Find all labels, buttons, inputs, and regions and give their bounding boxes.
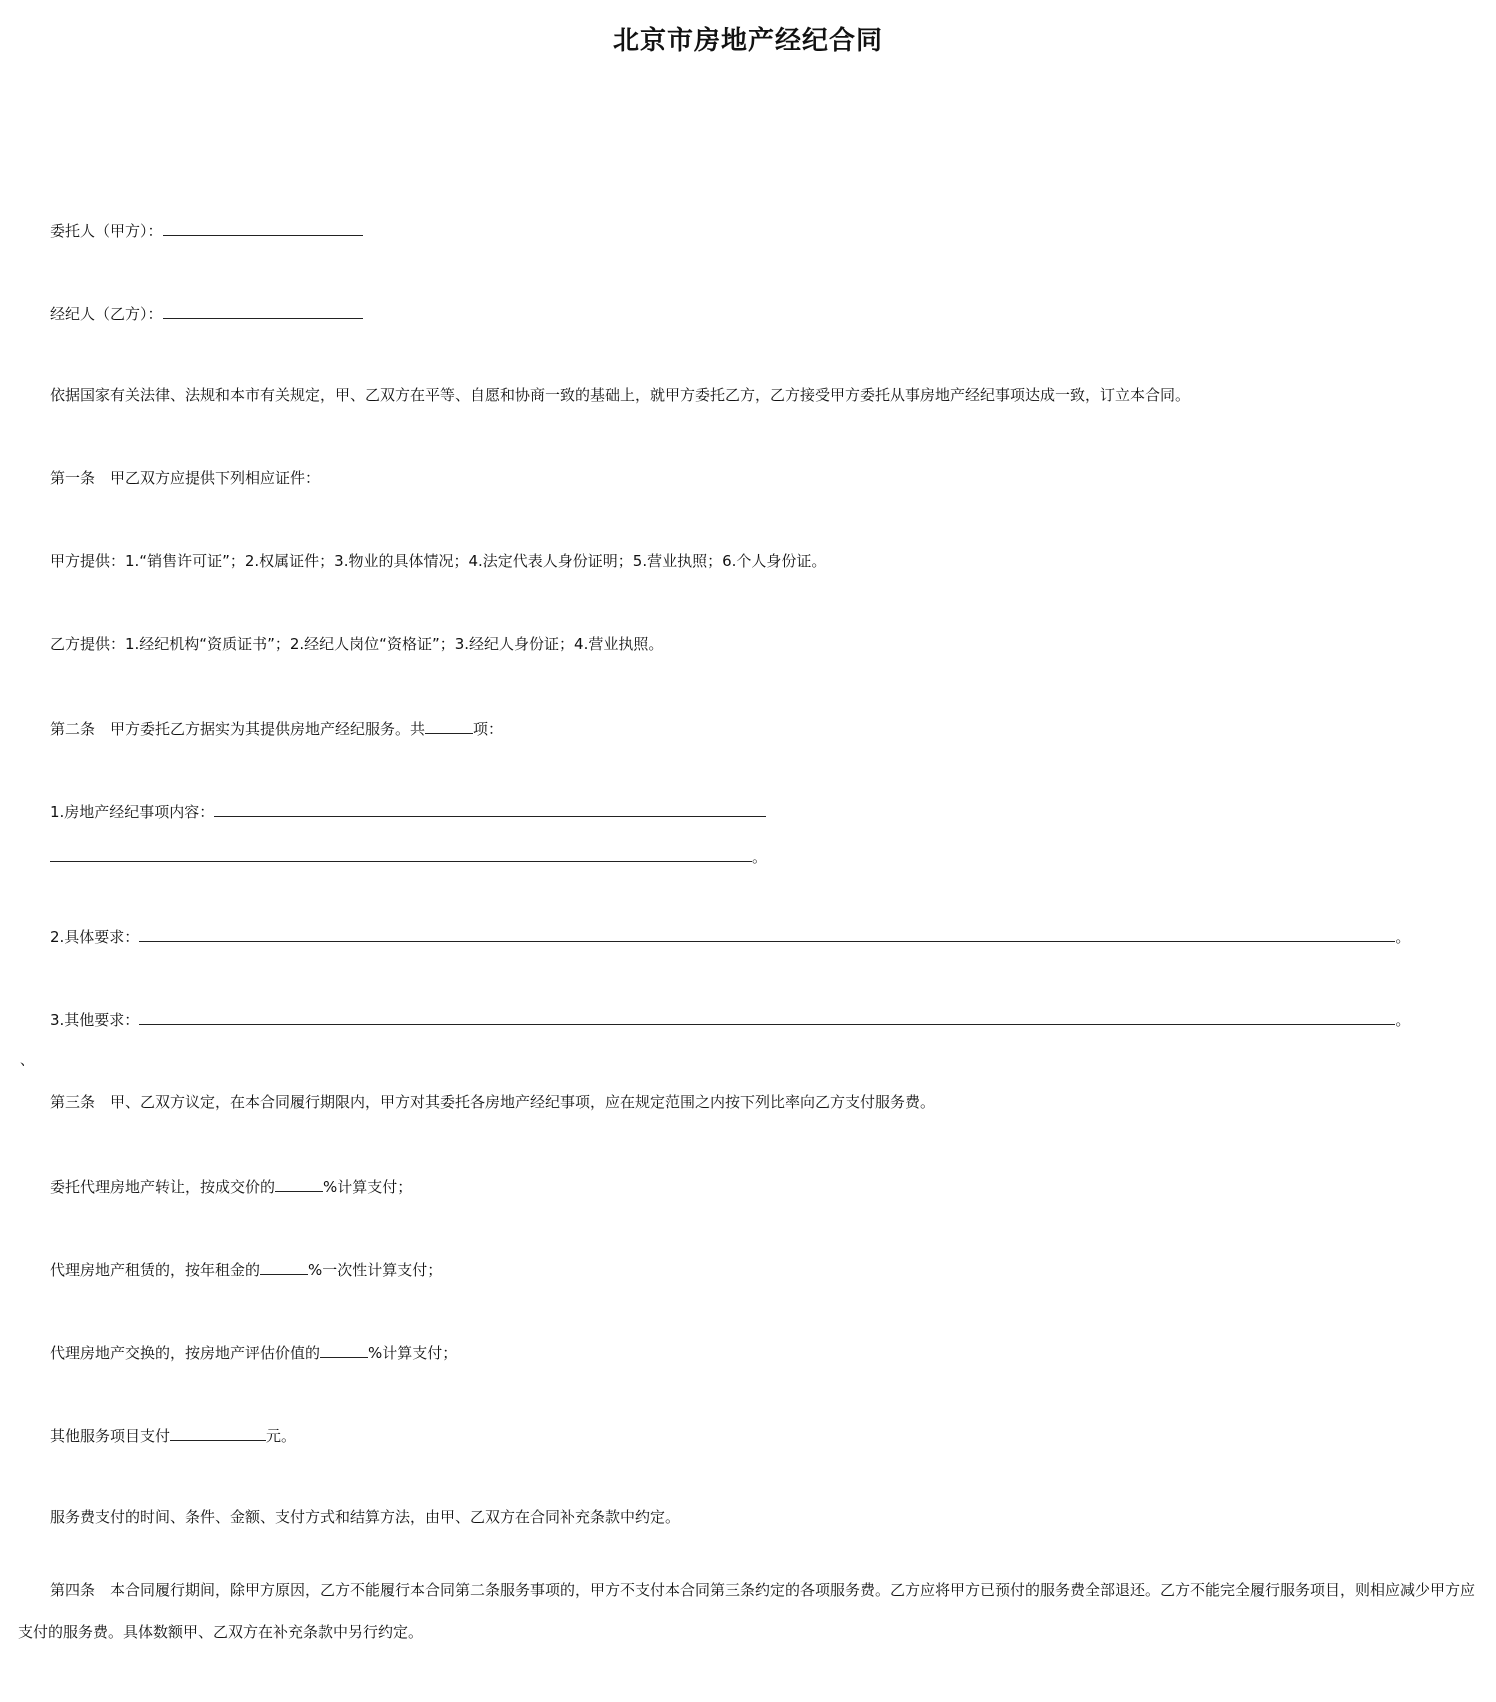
article3-payment-terms: 服务费支付的时间、条件、金额、支付方式和结算方法，由甲、乙双方在合同补充条款中约定。 <box>50 1508 681 1526</box>
item1-end: 。 <box>752 848 768 866</box>
other-service-amount-field[interactable] <box>170 1424 266 1441</box>
agent-line <box>50 302 363 324</box>
item1-content-field[interactable] <box>214 800 766 817</box>
preamble: 依据国家有关法律、法规和本市有关规定，甲、乙双方在平等、自愿和协商一致的基础上，就甲方委托乙方，乙方接受甲方委托从事房地产经纪事项达成一致，订立本合同。 <box>50 386 1191 404</box>
client-line <box>50 219 363 241</box>
item3-label: 3.其他要求： <box>50 1011 140 1029</box>
transfer-suffix: %计算支付； <box>323 1178 413 1196</box>
contract-title: 北京市房地产经纪合同 <box>612 26 883 56</box>
item1-label: 1.房地产经纪事项内容： <box>50 803 215 821</box>
article3-heading: 第三条 甲、乙双方议定，在本合同履行期限内，甲方对其委托各房地产经纪事项，应在规定范围之内按下列比率向乙方支付服务费。 <box>50 1093 936 1111</box>
item1-content-field-line2[interactable] <box>50 845 752 862</box>
item2-label: 2.具体要求： <box>50 928 140 946</box>
exchange-text: 代理房地产交换的，按房地产评估价值的 <box>50 1344 321 1362</box>
article4-paragraph: 第四条 本合同履行期间，除甲方原因，乙方不能履行本合同第二条服务事项的，甲方不支付本合同第三条约定的各项服务费。乙方应将甲方已预付的服务费全部退还。乙方不能完全履行服务项目，则相应减少甲方应支付的服务费。具体数额甲、乙双方在补充条款中另行约定。 <box>18 1581 1476 1641</box>
item2-end: 。 <box>1395 928 1411 946</box>
agent-name-field[interactable] <box>163 302 363 319</box>
article3-other <box>50 1424 296 1446</box>
article1-heading: 第一条 甲乙双方应提供下列相应证件： <box>50 469 321 487</box>
article3-lease <box>50 1258 442 1280</box>
exchange-rate-field[interactable] <box>320 1341 368 1358</box>
article2-heading <box>50 717 503 739</box>
item3-other-field[interactable] <box>139 1008 1395 1025</box>
transfer-text: 委托代理房地产转让，按成交价的 <box>50 1178 276 1196</box>
item2-requirement-field[interactable] <box>139 925 1395 942</box>
other-service-text: 其他服务项目支付 <box>50 1427 171 1445</box>
article3-transfer <box>50 1175 412 1197</box>
article1-party-b: 乙方提供：1.经纪机构“资质证书”；2.经纪人岗位“资格证”；3.经纪人身份证；4.营业执照。 <box>50 635 664 653</box>
lease-suffix: %一次性计算支付； <box>308 1261 443 1279</box>
client-name-field[interactable] <box>163 219 363 236</box>
exchange-suffix: %计算支付； <box>368 1344 458 1362</box>
client-label: 委托人（甲方）： <box>50 222 163 240</box>
item3-end: 。 <box>1395 1011 1411 1029</box>
article3-exchange <box>50 1341 457 1363</box>
article2-item1-continued <box>50 845 767 867</box>
article2-heading-suffix: 项： <box>473 720 504 738</box>
lease-rate-field[interactable] <box>260 1258 308 1275</box>
agent-label: 经纪人（乙方）： <box>50 305 163 323</box>
article2-heading-text: 第二条 甲方委托乙方据实为其提供房地产经纪服务。共 <box>50 720 426 738</box>
transfer-rate-field[interactable] <box>275 1175 323 1192</box>
article2-item2 <box>50 925 1410 947</box>
lease-text: 代理房地产租赁的，按年租金的 <box>50 1261 261 1279</box>
article1-party-a: 甲方提供：1.“销售许可证”；2.权属证件；3.物业的具体情况；4.法定代表人身份证明；5.营业执照；6.个人身份证。 <box>50 552 827 570</box>
item-count-field[interactable] <box>425 717 473 734</box>
other-service-suffix: 元。 <box>266 1427 297 1445</box>
stray-mark: 、 <box>20 1053 34 1069</box>
article2-item3 <box>50 1008 1410 1030</box>
article2-item1 <box>50 800 766 822</box>
